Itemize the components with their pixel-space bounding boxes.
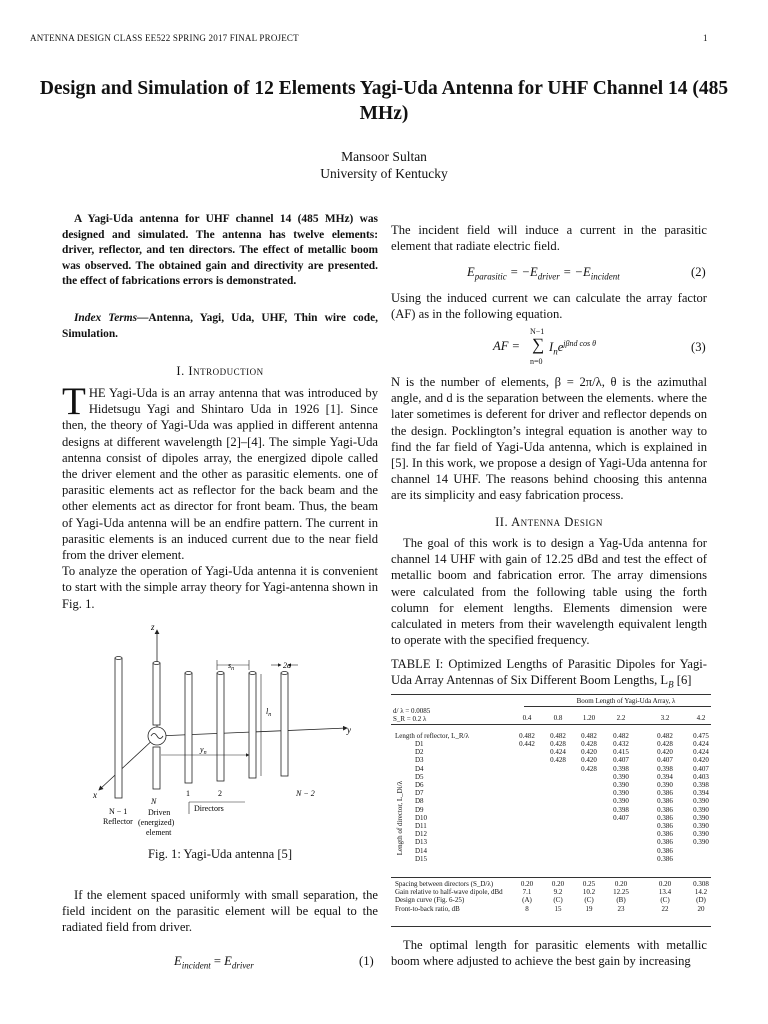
table-cell: 0.442 [519,740,535,748]
introduction-body [62,380,378,612]
table-cell: 0.386 [657,813,673,822]
table-cell: 0.390 [693,805,709,814]
table-cell: 0.407 [693,764,709,773]
director-row-label: D5 [415,772,424,781]
director-row-label: D13 [415,838,428,847]
table-cell: 0.482 [519,732,535,740]
table-cell: 0.308 [693,880,709,888]
intro-paragraph-1: HE Yagi-Uda is an array antenna that was introduced by Hidetsugu Yagi and Shintaro Uda in 1926 [1]. Since then, the theory of Yagi-Uda was applied in different antenna designs at different wavelength [2]–[4]. The simple Yagi-Uda antenna consist of dipoles array, the energized dipole called the driver element and the other as parasitic elements. one of parasitic elements act as reflector for the back beam and the other elements act as director for front beam. Thus, the beam of Yagi-Uda antenna will be an endfire pattern. The current in parasitic elements is an induced current due to the near field from the driver element. [62,386,378,563]
director-row-label: D4 [415,764,424,773]
driven-element [148,662,166,790]
index-terms-label: Index Terms [74,312,137,324]
table-cell: 22 [661,904,669,913]
table-cell: (B) [616,896,626,905]
optimized-lengths-table [391,694,711,913]
reflector-element [115,657,122,799]
table-cell: 0.482 [657,732,673,740]
yagi-uda-figure [85,618,375,848]
table-cell: (D) [696,896,706,905]
table-cell: 0.398 [657,764,673,773]
table-cell: 0.482 [550,732,566,740]
table-cell: 0.386 [657,830,673,839]
equation-2: $E_{parasitic} = -E_{driver} = -E_{incident}$ [467,265,620,282]
director-row-label: D3 [415,756,424,765]
table-cell: 0.20 [614,880,628,888]
table-cell: 0.390 [693,838,709,847]
right-paragraph-4: The goal of this work is to design a Yag-Uda antenna for channel 14 UHF with gain of 12.25 dBd and test the effect of metallic boom and fabrication error. The array dimensions were calculated from the following table using the forth column for element lengths. Elements dimension were calculated in meters from their wavelength equivalent length to operate with the specified frequency. [391,536,707,648]
table-cell: 8 [525,904,529,913]
right-paragraph-1: The incident field will induce a current in the parasitic element that radiate electric field. [391,223,707,254]
table-cell: 0.407 [613,813,629,822]
table-column-header: 3.2 [660,714,670,722]
abstract [62,212,378,290]
table-footer-label: Spacing between directors (S_D/λ) [395,880,494,888]
running-header: ANTENNA DESIGN CLASS EE522 SPRING 2017 FINAL PROJECT [30,33,299,43]
table-cell: 0.25 [582,880,596,888]
directors-label: Directors [194,804,224,813]
table-cell: 0.390 [613,781,629,789]
table-cell: 0.482 [581,732,597,740]
table-cell: 0.386 [657,797,673,806]
table-cell: 0.424 [693,748,709,757]
sn-label: $s_n$ [228,661,235,672]
table-cell: 7.1 [522,888,532,897]
table-cell: 20 [697,904,705,913]
table-cell: 0.407 [657,756,673,765]
n-label: N [151,797,157,806]
table-side-label: Length of director, L_Di/λ [396,780,405,856]
ln-label: $l_n$ [266,707,272,718]
director-row-label: D14 [415,846,428,855]
director-row-label: D1 [415,740,424,748]
table-cell: 0.415 [613,748,629,757]
n-minus-2-label: N − 2 [296,789,315,798]
x-axis [99,736,157,790]
table-cell: 0.390 [613,789,629,798]
equation-1: $E_{incident} = E_{driver}$ [174,954,254,971]
table-cell: 0.390 [693,822,709,830]
section-heading-introduction: I. Introduction [176,364,264,378]
table-cell: 0.386 [657,854,673,863]
intro-paragraph-2: To analyze the operation of Yagi-Uda antenna it is convenient to start with the simple array theory for Yagi-antenna shown in Fig. 1. [62,564,378,611]
table-cell: 10.2 [582,888,596,897]
table-cell: 0.390 [693,830,709,839]
director-element [185,672,192,784]
director-row-label: D6 [415,781,424,789]
table-cell: 0.390 [693,797,709,806]
table-cell: 0.403 [693,772,709,781]
paragraph-incident-field: If the element spaced uniformly with small separation, the field incident on the parasitic element will be equal to the radiated field from driver. [62,888,378,935]
director-element [249,672,256,779]
table-cell: 0.398 [693,781,709,789]
table-cell: 0.428 [657,740,673,748]
table-cell: (C) [660,896,670,905]
equation-1-number: (1) [359,954,374,968]
z-axis-label: z [151,622,155,632]
table-cell: 0.407 [613,756,629,765]
n-minus-1-label: N − 1 [109,807,128,816]
right-paragraph-5: The optimal length for parasitic elements with metallic boom where adjusted to achieve the best gain by increasing [391,938,707,969]
table-cell: 0.390 [657,781,673,789]
table-bottom-rule [391,926,711,927]
table-cell: 0.424 [693,740,709,748]
table-cell: 15 [554,904,562,913]
table-cell: 0.398 [613,764,629,773]
table-param-1: d/ λ = 0.0085 [393,707,431,715]
author-name: Mansoor Sultan [341,149,427,164]
table-cell: 0.20 [658,880,672,888]
table-column-header: 1.20 [582,714,596,722]
right-paragraph-2: Using the induced current we can calculate the array factor (AF) as in the following equation. [391,291,707,322]
table-cell: 0.394 [693,789,709,798]
two-a-label: 2a [283,661,291,670]
table-cell: 0.432 [613,740,629,748]
table-footer-label: Gain relative to half-wave dipole, dBd [395,888,503,897]
paper-title: Design and Simulation of 12 Elements Yagi-Uda Antenna for UHF Channel 14 (485 MHz) [39,78,729,124]
equation-3-number: (3) [691,340,706,354]
table-column-header: 4.2 [696,714,706,722]
table-cell: (A) [522,896,532,905]
table-cell: 0.428 [550,740,566,748]
table-cell: 9.2 [553,888,563,897]
energized-label: (energized) [138,818,175,827]
director-row-label: D12 [415,830,428,839]
table-cell: 0.420 [657,748,673,757]
director-1-label: 1 [186,789,190,798]
table-cell: 12.25 [613,888,629,897]
table-cell: 23 [617,904,625,913]
director-element [217,672,224,782]
table-cell: 0.428 [581,740,597,748]
table-cell: 0.420 [581,756,597,765]
index-terms-text: —Antenna, Yagi, Uda, UHF, Thin wire code, Simulation. [62,312,378,340]
director-2-label: 2 [218,789,222,798]
y-axis-label: y [347,725,351,735]
table-caption: TABLE I: Optimized Lengths of Parasitic Dipoles for Yagi-Uda Array Antennas of Six Different Boom Lengths, $L_B$ [6] [391,657,707,690]
equation-2-number: (2) [691,265,706,279]
director-row-label: D8 [415,797,424,806]
table-cell: 0.390 [613,797,629,806]
index-terms [62,311,378,342]
table-cell: 13.4 [658,888,672,897]
table-cell: 0.482 [613,732,629,740]
table-cell: 14.2 [694,888,708,897]
table-cell: 0.386 [657,822,673,830]
director-element [281,672,288,777]
table-column-header: 0.4 [522,714,532,722]
abstract-text: A Yagi-Uda antenna for UHF channel 14 (485 MHz) was designed and simulated. The antenna has twelve elements: driver, reflector, and ten directors. The effect of metallic boom was observed. The obtained gain and directivity are presented. the effect of fabrications errors is demonstrated. [62,213,378,288]
table-cell: 0.398 [613,805,629,814]
table-cell: 0.386 [657,846,673,855]
table-cell: 0.386 [657,838,673,847]
director-row-label: D7 [415,789,424,798]
table-cell: 19 [585,904,593,913]
table-cell: 0.475 [693,732,709,740]
table-cell: 0.20 [551,880,565,888]
figure-caption: Fig. 1: Yagi-Uda antenna [5] [147,847,293,861]
table-cell: (C) [584,896,594,905]
element-label: element [146,828,172,837]
table-footer-label: Front-to-back ratio, dB [395,904,460,913]
reflector-label: Reflector [103,817,133,826]
table-cell: 0.394 [657,772,673,781]
table-cell: (C) [553,896,563,905]
driven-label: Driven [148,808,171,817]
table-footer-label: Design curve (Fig. 6-25) [395,896,465,905]
table-column-header: 0.8 [553,714,563,722]
yn-label: $y_n$ [200,745,207,756]
x-axis-label: x [93,790,97,800]
right-paragraph-3: N is the number of elements, β = 2π/λ, θ is the azimuthal angle, and d is the separation between the elements. where the later sometimes is deferent for driver and reflector depends on the design. Pocklington’s integral equation is another way to find the far field of Yagi-Uda antenna, which is explained in [5]. In this work, we propose a design of Yagi-Uda antenna for channel 14 UHF. The reasons behind choosing this antenna are its simplicity and easy fabrication process. [391,375,707,503]
equation-3: AF = N−1 ∑ n=0 $I_ne^{j\beta nd cos \theta}$ [493,327,597,366]
table-cell: 0.428 [550,756,566,765]
table-cell: 0.390 [693,813,709,822]
director-row-label: D9 [415,805,424,814]
section-heading-antenna-design: II. Antenna Design [495,515,603,529]
table-cell: 0.390 [613,772,629,781]
table-column-header: 2.2 [616,714,626,722]
page-number: 1 [703,33,708,43]
table-group-header: Boom Length of Yagi-Uda Array, λ [576,697,676,705]
author-affiliation: University of Kentucky [320,166,448,181]
table-cell: 0.420 [581,748,597,757]
director-row-label: D10 [415,813,428,822]
table-cell: 0.424 [550,748,566,757]
director-row-label: D2 [415,748,424,757]
director-row-label: D15 [415,854,428,863]
table-cell: 0.428 [581,764,597,773]
table-cell: 0.420 [693,756,709,765]
table-cell: 0.20 [520,880,534,888]
table-param-2: S_R = 0.2 λ [393,715,427,723]
table-cell: 0.386 [657,789,673,798]
director-row-label: D11 [415,822,427,830]
table-cell: 0.386 [657,805,673,814]
dropcap-letter: T [62,380,86,423]
reflector-row-label: Length of reflector, L_R/λ [395,732,469,740]
